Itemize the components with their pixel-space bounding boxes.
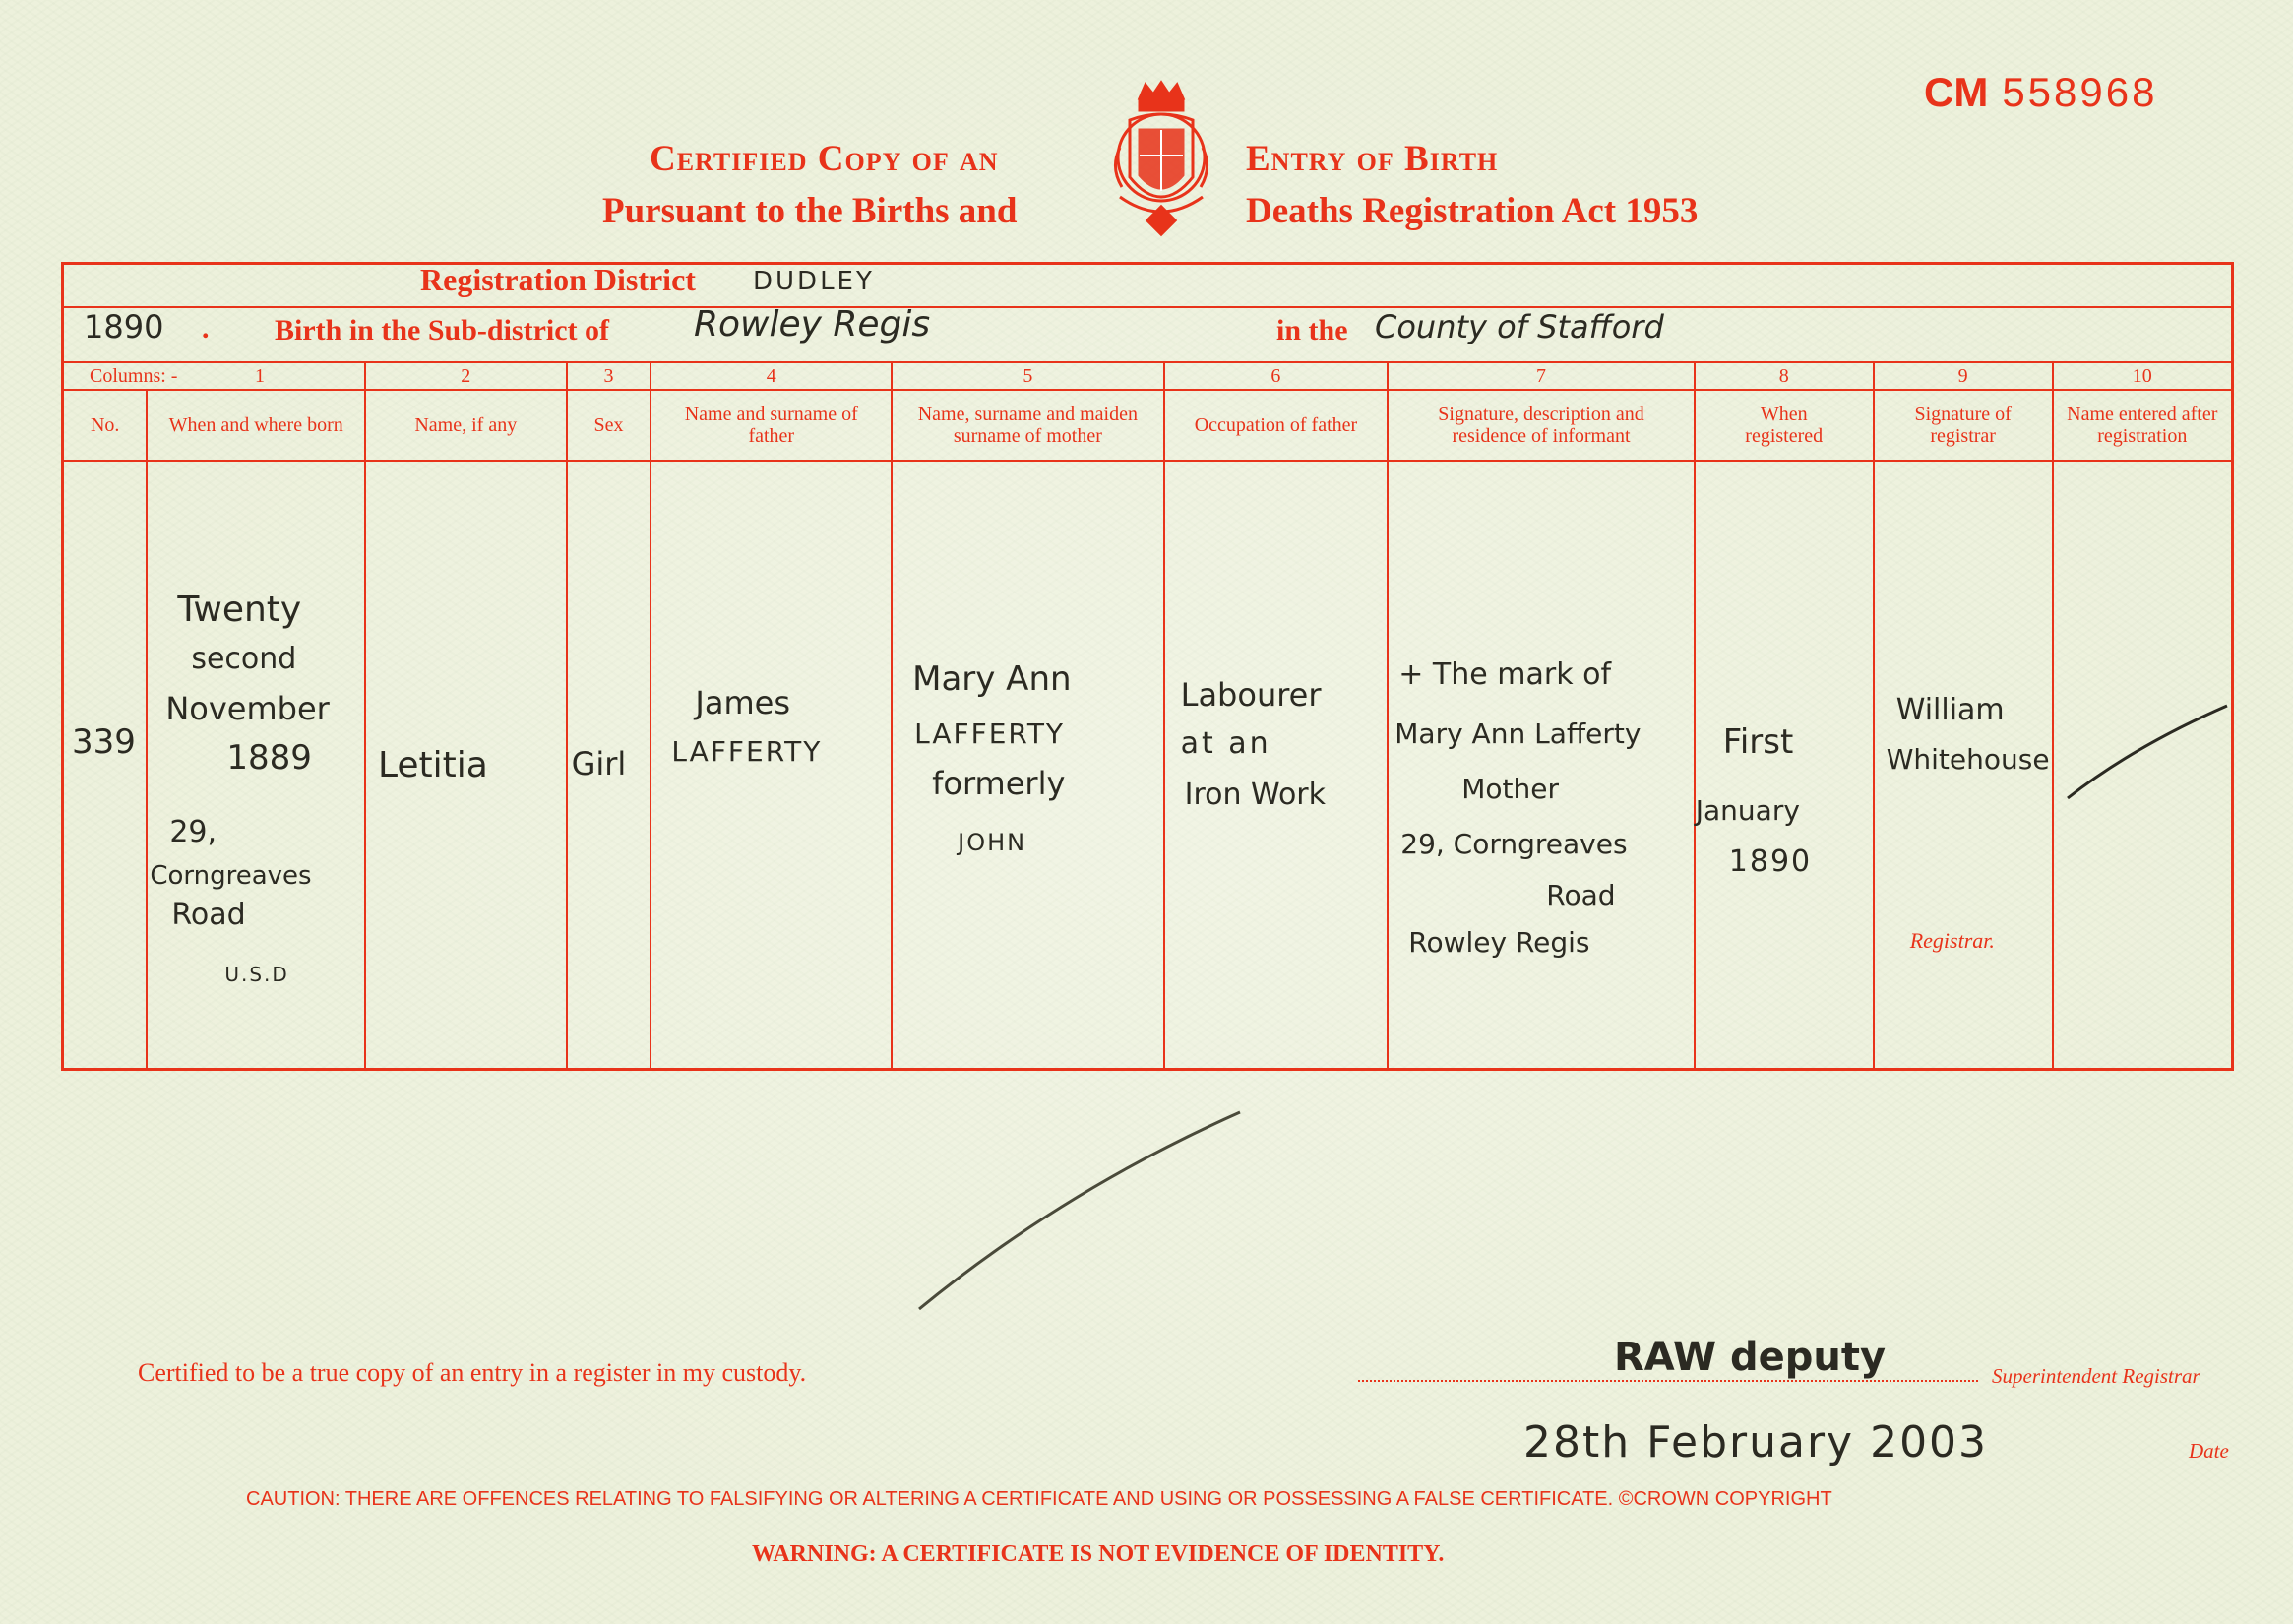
registrar-line-2: Whitehouse bbox=[1886, 742, 2050, 776]
column-header-10: Name entered after registration bbox=[2053, 390, 2233, 461]
entry-occupation-cell bbox=[1164, 461, 1389, 1070]
where-line-4: U.S.D bbox=[224, 962, 289, 986]
column-header-5: Name, surname and maiden surname of mother bbox=[892, 390, 1164, 461]
column-number-9: 9 bbox=[1874, 362, 2053, 390]
column-header-3: Sex bbox=[567, 390, 651, 461]
informant-line-6: Rowley Regis bbox=[1408, 925, 1590, 959]
birth-entry-table bbox=[61, 262, 2234, 1071]
when-line-1: Twenty bbox=[177, 589, 302, 630]
when-line-4: 1889 bbox=[226, 737, 312, 778]
subdistrict-value: Rowley Regis bbox=[694, 303, 931, 344]
caution-notice: CAUTION: THERE ARE OFFENCES RELATING TO FALSIFYING OR ALTERING A CERTIFICATE AND USING OR POSSESSING A FALSE CERTIFICATE. ©CROWN COPYRIGHT bbox=[246, 1488, 1832, 1510]
column-header-8: When registered bbox=[1695, 390, 1874, 461]
father-line-2: LAFFERTY bbox=[671, 734, 823, 768]
entry-no-cell bbox=[63, 461, 148, 1070]
registered-line-2: January bbox=[1695, 793, 1800, 827]
when-line-3: November bbox=[165, 689, 330, 727]
column-number-row bbox=[63, 362, 2233, 390]
occupation-line-2: at an bbox=[1180, 725, 1271, 761]
district-value: DUDLEY bbox=[753, 267, 875, 296]
entry-row bbox=[63, 461, 2233, 1070]
subdistrict-label: Birth in the Sub-district of bbox=[275, 313, 610, 346]
column-header-6: Occupation of father bbox=[1164, 390, 1389, 461]
year-value: 1890 bbox=[84, 307, 164, 345]
mother-line-2: LAFFERTY bbox=[914, 717, 1066, 750]
district-row bbox=[63, 264, 2233, 307]
father-line-1: James bbox=[695, 683, 790, 721]
informant-line-2: Mary Ann Lafferty bbox=[1394, 717, 1642, 750]
column-number-8: 8 bbox=[1695, 362, 1874, 390]
occupation-line-1: Labourer bbox=[1180, 675, 1322, 714]
entry-name-after-cell bbox=[2053, 461, 2233, 1070]
title-left-line-2: Pursuant to the Births and bbox=[602, 191, 1018, 231]
column-header-7: Signature, description and residence of informant bbox=[1388, 390, 1695, 461]
entry-name: Letitia bbox=[377, 744, 488, 785]
entry-mother-cell bbox=[892, 461, 1164, 1070]
column-number-3: 3 bbox=[567, 362, 651, 390]
entry-sex: Girl bbox=[571, 744, 627, 782]
superintendent-label: Superintendent Registrar bbox=[1992, 1364, 2200, 1388]
date-label: Date bbox=[2189, 1439, 2229, 1463]
royal-coat-of-arms-icon bbox=[1100, 79, 1222, 244]
title-right-line-2: Deaths Registration Act 1953 bbox=[1246, 191, 1699, 231]
superintendent-signature: RAW deputy bbox=[1614, 1335, 1887, 1380]
entry-registered-cell bbox=[1695, 461, 1874, 1070]
registered-line-1: First bbox=[1722, 721, 1794, 762]
columns-label: Columns: - bbox=[90, 364, 178, 387]
where-line-1: 29, bbox=[169, 814, 217, 849]
title-right-line-1: Entry of Birth bbox=[1246, 139, 1499, 179]
column-number-1: 1 bbox=[255, 364, 265, 387]
county-label: in the bbox=[1276, 313, 1348, 346]
entry-name-cell bbox=[365, 461, 567, 1070]
cancel-stroke-10 bbox=[2054, 462, 2234, 1032]
entry-no: 339 bbox=[72, 721, 136, 762]
mother-line-3: formerly bbox=[932, 764, 1066, 802]
signature-dotted-line bbox=[1358, 1380, 1978, 1382]
district-label: Registration District bbox=[420, 262, 696, 297]
informant-line-5: Road bbox=[1546, 878, 1616, 911]
certificate-date: 28th February 2003 bbox=[1523, 1417, 1989, 1468]
mother-line-4: JOHN bbox=[958, 828, 1027, 856]
informant-line-1: + The mark of bbox=[1398, 656, 1612, 692]
column-number-10: 10 bbox=[2053, 362, 2233, 390]
registrar-line-1: William bbox=[1895, 692, 2005, 727]
column-header-2: Name, if any bbox=[365, 390, 567, 461]
when-line-2: second bbox=[191, 641, 297, 676]
certificate-serial bbox=[1924, 69, 2157, 116]
subdistrict-row bbox=[63, 307, 2233, 362]
column-header-no: No. bbox=[63, 390, 148, 461]
entry-informant-cell bbox=[1388, 461, 1695, 1070]
entry-sex-cell bbox=[567, 461, 651, 1070]
occupation-line-3: Iron Work bbox=[1184, 777, 1327, 812]
warning-notice: WARNING: A CERTIFICATE IS NOT EVIDENCE OF IDENTITY. bbox=[752, 1541, 1445, 1567]
title-left-line-1: Certified Copy of an bbox=[650, 139, 999, 179]
column-header-row bbox=[63, 390, 2233, 461]
cancel-stroke-large bbox=[905, 1102, 1260, 1319]
column-number-6: 6 bbox=[1164, 362, 1389, 390]
county-value: County of Stafford bbox=[1375, 307, 1664, 345]
registered-line-3: 1890 bbox=[1728, 843, 1813, 879]
mother-line-1: Mary Ann bbox=[912, 658, 1072, 699]
informant-line-4: 29, Corngreaves bbox=[1400, 827, 1628, 860]
column-number-5: 5 bbox=[892, 362, 1164, 390]
entry-when-where-cell bbox=[147, 461, 365, 1070]
serial-prefix: CM bbox=[1924, 69, 1989, 115]
year-dot: . bbox=[202, 311, 210, 344]
serial-number: 558968 bbox=[2002, 69, 2158, 115]
column-header-4: Name and surname of father bbox=[651, 390, 892, 461]
column-number-4: 4 bbox=[651, 362, 892, 390]
column-header-9: Signature of registrar bbox=[1874, 390, 2053, 461]
entry-father-cell bbox=[651, 461, 892, 1070]
entry-registrar-cell bbox=[1874, 461, 2053, 1070]
where-line-2: Corngreaves bbox=[150, 860, 312, 891]
column-header-1: When and where born bbox=[147, 390, 365, 461]
column-number-7: 7 bbox=[1388, 362, 1695, 390]
column-number-2: 2 bbox=[365, 362, 567, 390]
where-line-3: Road bbox=[171, 897, 246, 932]
informant-line-3: Mother bbox=[1461, 772, 1560, 805]
certified-statement: Certified to be a true copy of an entry in a register in my custody. bbox=[138, 1358, 807, 1387]
registrar-label: Registrar. bbox=[1909, 927, 1995, 953]
